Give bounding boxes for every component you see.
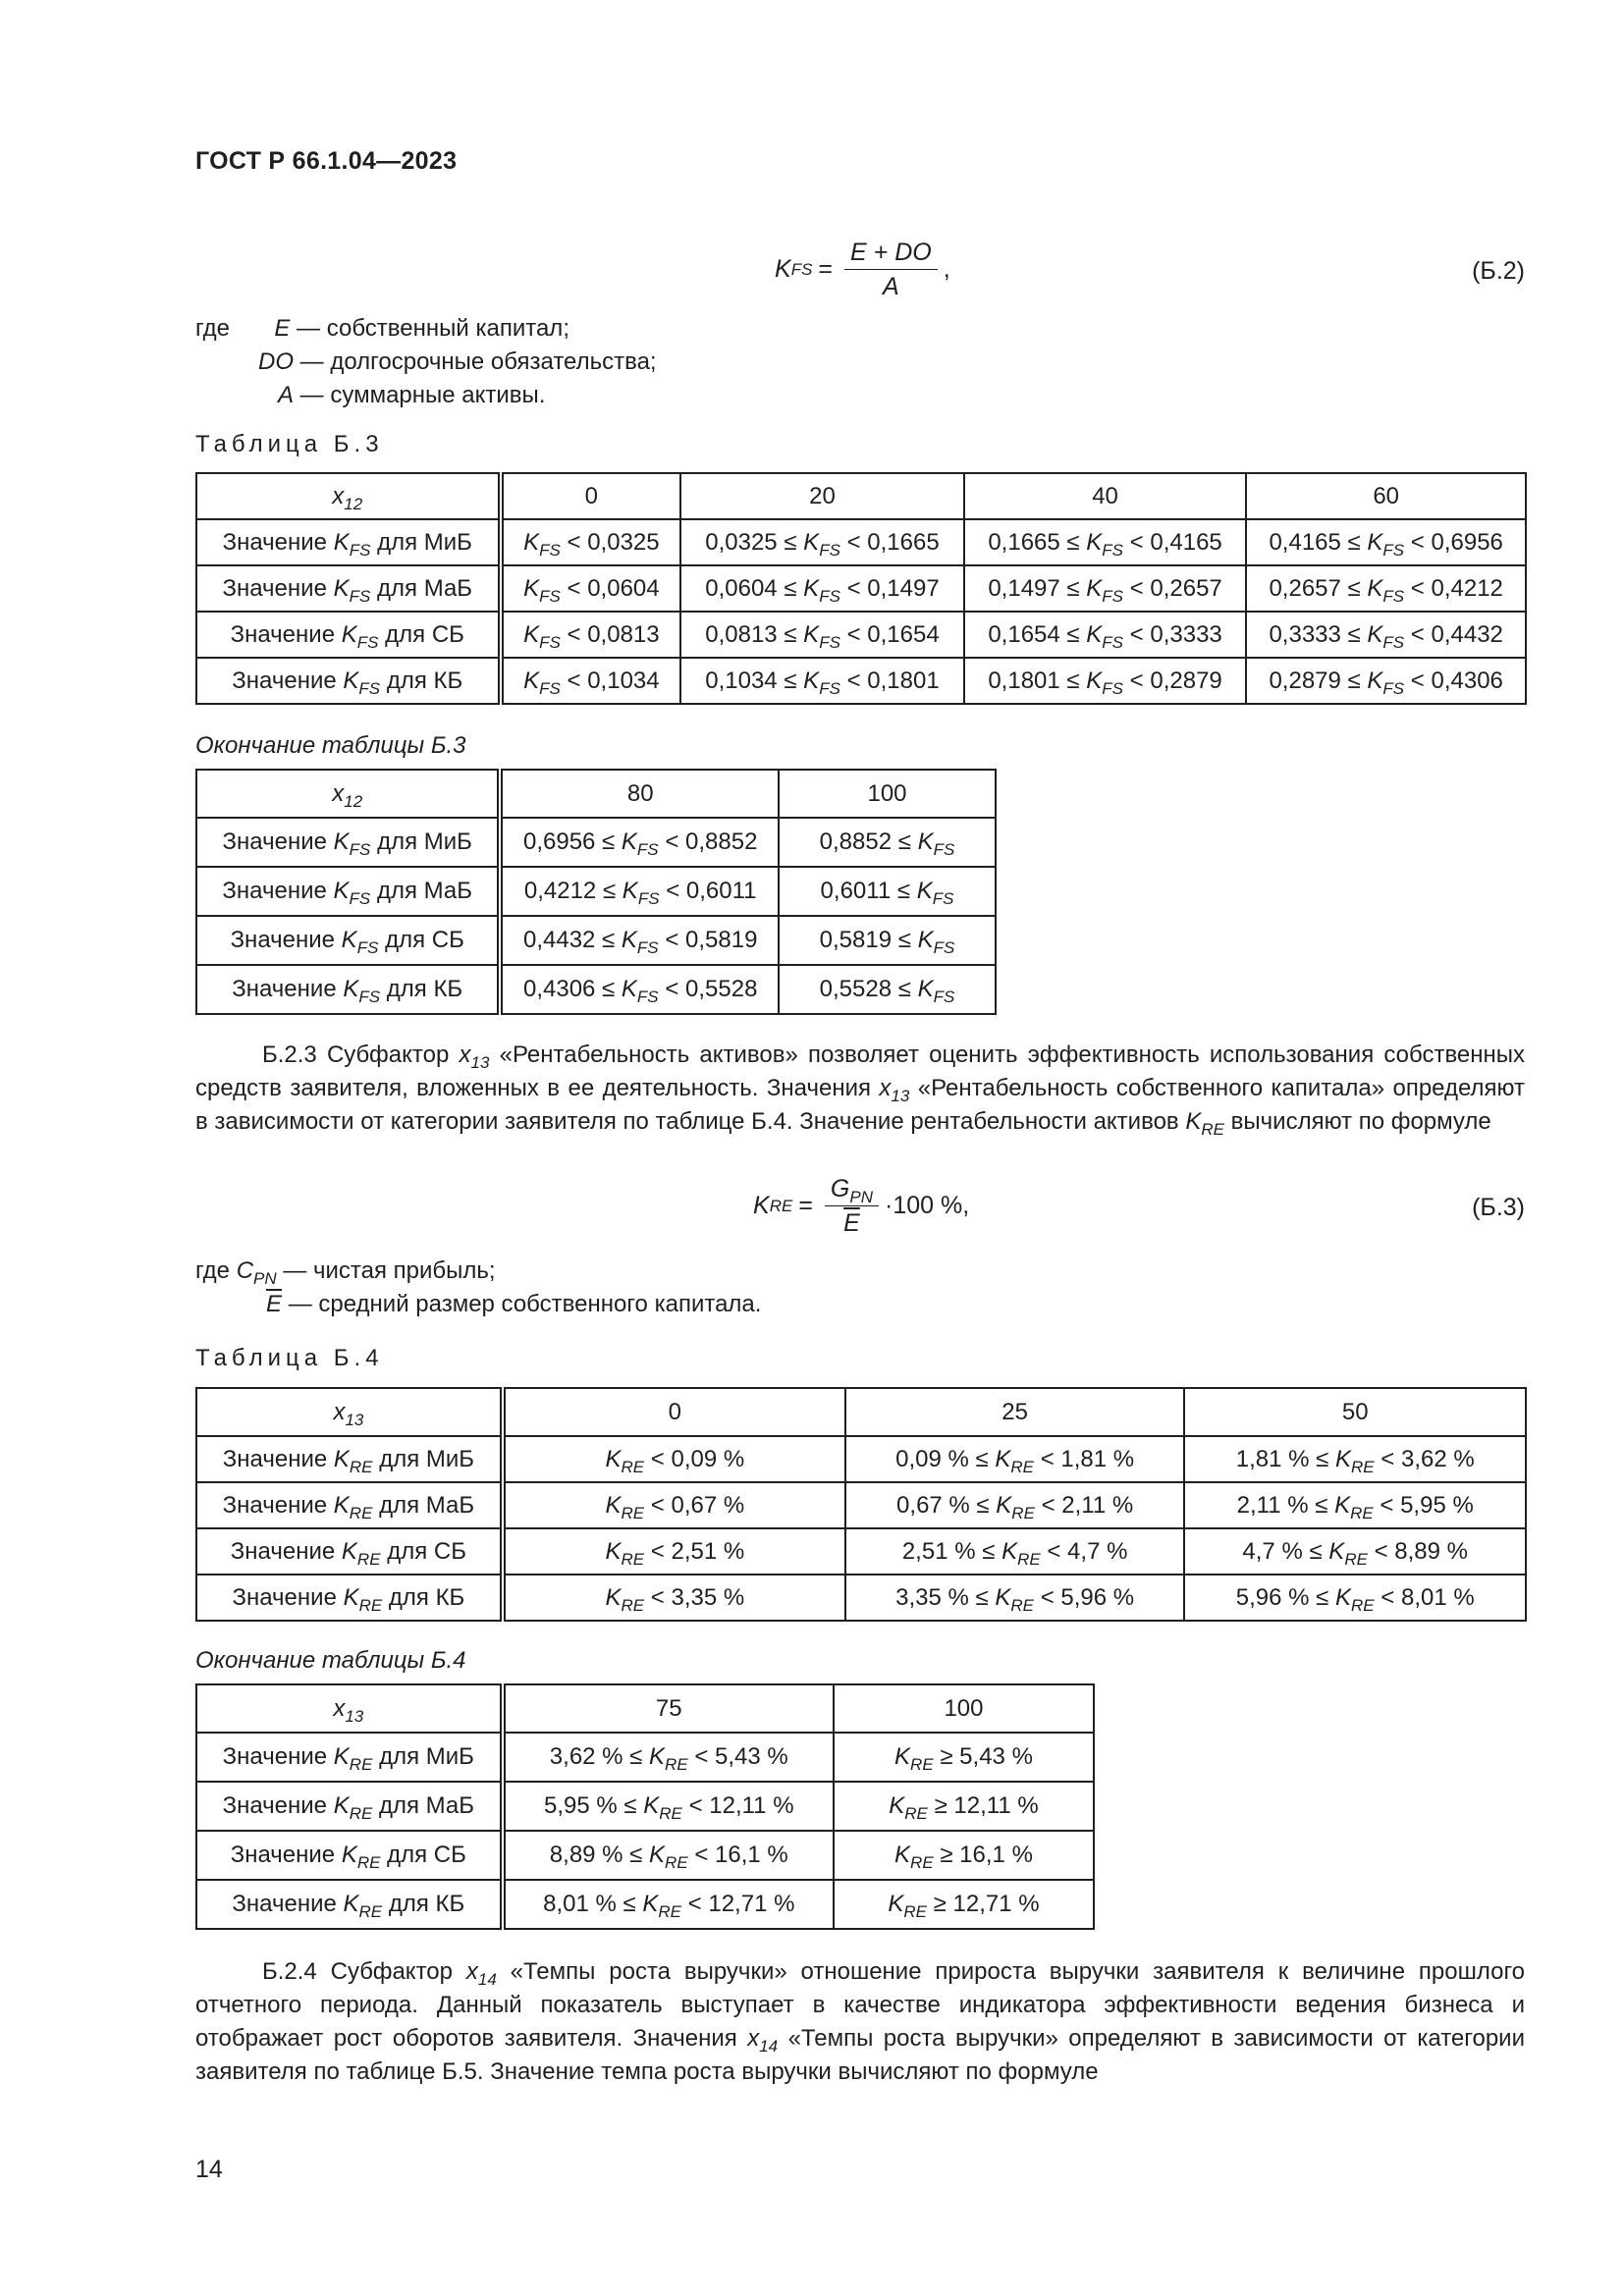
formula-b3 (195, 1174, 1525, 1243)
paragraph-b23-part-3: «Рентабельность собственного капитала» определяют в зависимости от категории заявителя по таблице Б.4. Значение рентабельности активов (195, 1075, 1526, 1135)
table-cell: 8,89 % ≤ $K_{RE} < 16,1$ % (503, 1831, 834, 1880)
where-b2-sym-1: E (274, 315, 291, 342)
paragraph-b23-var-sub-2: 13 (891, 1087, 910, 1105)
formula-b2 (195, 238, 1525, 306)
where-b2 (195, 312, 657, 412)
table-b4-cont-var-header: $x_{13}$ (196, 1684, 503, 1733)
formula-b2-trail: , (943, 255, 950, 283)
table-cell: 0,67 % ≤ $K_{RE} < 2,11$ % (845, 1482, 1185, 1528)
formula-b2-lhs: K (775, 255, 791, 283)
where-b2-sym-2: DO (258, 348, 294, 375)
table-b3-continuation (195, 769, 997, 1015)
table-b4 (195, 1387, 1527, 1622)
row-header: Значение $K_{RE}$ для МаБ (196, 1482, 503, 1528)
row-header: Значение $K_{FS}$ для МиБ (196, 818, 500, 867)
paragraph-b24-part-3: «Темпы роста выручки» определяют в зависимости от категории заявителя по таблице Б.5. Значение темпа роста выручки вычисляют по формуле (195, 2025, 1525, 2085)
paragraph-b24-part-2: «Темпы роста выручки» отношение прироста выручки заявителя к величине прошлого отчетного периода. Данный показатель выступает в качестве индикатора эффективности ведения бизнеса и отображает рост оборотов заявителя. Значения (195, 1958, 1526, 2052)
paragraph-b24-part-1: Б.2.4 Субфактор (262, 1958, 453, 1985)
where-b3 (195, 1255, 761, 1321)
table-row (196, 1831, 1094, 1880)
where-b2-line-2 (195, 346, 657, 379)
row-header: Значение $K_{FS}$ для МиБ (196, 519, 501, 565)
page-number: 14 (195, 2156, 223, 2183)
table-cell: $K_{RE} \ge 12,71$ % (834, 1880, 1094, 1929)
formula-b2-eq: = (818, 255, 834, 283)
table-cell: $K_{FS} < 0,0604$ (501, 565, 681, 612)
where-b2-line-3 (195, 379, 657, 412)
table-row (196, 1528, 1526, 1575)
table-cell: $K_{RE} < 0,09$ % (503, 1436, 845, 1482)
table-cell: $K_{RE} \ge 16,1$ % (834, 1831, 1094, 1880)
paragraph-b24-var-sub-2: 14 (759, 2037, 779, 2056)
formula-b3-tail: ·100 %, (885, 1192, 970, 1219)
table-cell: $0,1654 \le K_{FS} < 0,3333$ (964, 612, 1247, 658)
table-row (196, 519, 1526, 565)
formula-b3-eq: = (798, 1192, 813, 1219)
table-row (196, 1436, 1526, 1482)
paragraph-b24 (195, 1955, 1525, 2089)
table-row (196, 612, 1526, 658)
paragraph-b23-part-4: вычисляют по формуле (1230, 1108, 1491, 1135)
table-cell: $K_{RE} \ge 12,11$ % (834, 1782, 1094, 1831)
row-header: Значение $K_{FS}$ для СБ (196, 612, 501, 658)
table-b3-var-header: $x_{12}$ (196, 473, 501, 519)
table-row (196, 1575, 1526, 1621)
paragraph-b24-var-2: x (747, 2025, 760, 2052)
table-row (196, 818, 996, 867)
table-cell: $0,4165 \le K_{FS} < 0,6956$ (1246, 519, 1526, 565)
table-cell: $0,0325 \le K_{FS} < 0,1665$ (680, 519, 964, 565)
formula-b3-denominator: E (843, 1209, 860, 1237)
formula-b3-numerator: $G_{PN}$ (825, 1174, 879, 1206)
table-row (196, 1482, 1526, 1528)
table-b4-col-header: 25 (845, 1388, 1185, 1436)
paragraph-b23-part-2: «Рентабельность активов» позволяет оценить эффективность использования собственных средств заявителя, вложенных в ее деятельность. Значения (195, 1041, 1526, 1101)
table-b4-col-header: 50 (1184, 1388, 1526, 1436)
row-header: Значение $K_{RE}$ для КБ (196, 1880, 503, 1929)
paragraph-b23-part-1: Б.2.3 Субфактор (262, 1041, 450, 1068)
paragraph-b23 (195, 1039, 1525, 1139)
row-header: Значение $K_{RE}$ для СБ (196, 1528, 503, 1575)
where-b3-sym-2: $\overline{E}$ (266, 1291, 283, 1317)
row-header: Значение $K_{RE}$ для МиБ (196, 1436, 503, 1482)
table-cell: $0,5819 \le K_{FS}$ (779, 916, 996, 965)
table-cell: $0,3333 \le K_{FS} < 0,4432$ (1246, 612, 1526, 658)
row-header: Значение $K_{RE}$ для МаБ (196, 1782, 503, 1831)
paragraph-b24-var: x (465, 1958, 478, 1985)
table-cell: $0,0604 \le K_{FS} < 0,1497$ (680, 565, 964, 612)
table-b4-cont-col-header: 100 (834, 1684, 1094, 1733)
table-cell: 0,09 % ≤ $K_{RE} < 1,81$ % (845, 1436, 1185, 1482)
table-cell: $K_{FS} < 0,0813$ (501, 612, 681, 658)
paragraph-b23-k-sub: RE (1201, 1120, 1224, 1139)
table-cell: $0,6011 \le K_{FS}$ (779, 867, 996, 916)
where-b3-text-1: — чистая прибыль; (283, 1257, 496, 1284)
table-cell: $0,8852 \le K_{FS}$ (779, 818, 996, 867)
paragraph-b23-var-sub: 13 (470, 1053, 490, 1072)
document-header: ГОСТ Р 66.1.04—2023 (195, 147, 458, 175)
formula-b3-number: (Б.3) (1472, 1194, 1525, 1221)
table-row (196, 1782, 1094, 1831)
table-b4-cont-col-header: 75 (503, 1684, 834, 1733)
table-b3-col-header: 0 (501, 473, 681, 519)
table-cell: $0,4306 \le K_{FS} < 0,5528$ (500, 965, 779, 1014)
table-b4-cont-header-row (196, 1684, 1094, 1733)
where-b3-sym-1: C (236, 1257, 254, 1284)
where-b2-text-2: — долгосрочные обязательства; (299, 348, 657, 375)
paragraph-b23-k: K (1185, 1108, 1202, 1135)
row-header: Значение $K_{FS}$ для МаБ (196, 867, 500, 916)
table-b3-header-row (196, 473, 1526, 519)
row-header: Значение $K_{RE}$ для КБ (196, 1575, 503, 1621)
table-cell: $K_{FS} < 0,1034$ (501, 658, 681, 704)
table-row (196, 1880, 1094, 1929)
table-cell: $0,5528 \le K_{FS}$ (779, 965, 996, 1014)
table-cell: 2,11 % ≤ $K_{RE} < 5,95$ % (1184, 1482, 1526, 1528)
table-cell: $0,4212 \le K_{FS} < 0,6011$ (500, 867, 779, 916)
table-b4-cont-caption: Окончание таблицы Б.4 (195, 1647, 466, 1674)
formula-b3-fraction (825, 1174, 879, 1238)
table-b3-col-header: 60 (1246, 473, 1526, 519)
table-cell: $0,0813 \le K_{FS} < 0,1654$ (680, 612, 964, 658)
formula-b2-number: (Б.2) (1472, 257, 1525, 285)
where-b3-sub-1: PN (253, 1269, 277, 1288)
table-cell: $0,1497 \le K_{FS} < 0,2657$ (964, 565, 1247, 612)
table-cell: 1,81 % ≤ $K_{RE} < 3,62$ % (1184, 1436, 1526, 1482)
where-b3-prefix: где (195, 1257, 231, 1284)
table-cell: 5,95 % ≤ $K_{RE} < 12,11$ % (503, 1782, 834, 1831)
row-header: Значение $K_{FS}$ для КБ (196, 658, 501, 704)
table-b3-cont-header-row (196, 770, 996, 818)
table-cell: 5,96 % ≤ $K_{RE} < 8,01$ % (1184, 1575, 1526, 1621)
table-cell: 4,7 % ≤ $K_{RE} < 8,89$ % (1184, 1528, 1526, 1575)
row-header: Значение $K_{RE}$ для МиБ (196, 1733, 503, 1782)
table-b3-col-header: 20 (680, 473, 964, 519)
table-row (196, 867, 996, 916)
table-b3-cont-caption: Окончание таблицы Б.3 (195, 732, 466, 759)
table-row (196, 565, 1526, 612)
table-row (196, 916, 996, 965)
row-header: Значение $K_{FS}$ для СБ (196, 916, 500, 965)
table-cell: $K_{FS} < 0,0325$ (501, 519, 681, 565)
table-cell: $0,4432 \le K_{FS} < 0,5819$ (500, 916, 779, 965)
formula-b3-expression: K RE = $\frac{G_{PN}}{E}$ ·100 %, (753, 1175, 970, 1237)
table-b3-caption: Таблица Б.3 (195, 431, 384, 457)
table-cell: $0,2657 \le K_{FS} < 0,4212$ (1246, 565, 1526, 612)
row-header: Значение $K_{FS}$ для МаБ (196, 565, 501, 612)
paragraph-b24-var-sub: 14 (477, 1970, 497, 1989)
table-cell: $0,1665 \le K_{FS} < 0,4165$ (964, 519, 1247, 565)
row-header: Значение $K_{FS}$ для КБ (196, 965, 500, 1014)
where-b3-line-2 (195, 1288, 761, 1321)
table-cell: $K_{RE} < 0,67$ % (503, 1482, 845, 1528)
row-header: Значение $K_{RE}$ для СБ (196, 1831, 503, 1880)
where-b3-text-2: — средний размер собственного капитала. (288, 1291, 762, 1317)
where-b2-line-1 (195, 312, 657, 346)
formula-b2-fraction (844, 238, 938, 301)
table-cell: $0,2879 \le K_{FS} < 0,4306$ (1246, 658, 1526, 704)
paragraph-b23-var: x (459, 1041, 471, 1068)
formula-b3-lhs: K (753, 1192, 770, 1219)
table-b4-caption: Таблица Б.4 (195, 1345, 384, 1371)
table-b3-cont-col-header: 80 (500, 770, 779, 818)
where-b2-text-3: — суммарные активы. (299, 382, 546, 408)
table-cell: $0,1034 \le K_{FS} < 0,1801$ (680, 658, 964, 704)
formula-b2-expression: K FS = $\frac{E + DO}{A}$ , (775, 239, 950, 300)
table-b3 (195, 472, 1527, 705)
table-b4-var-header: $x_{13}$ (196, 1388, 503, 1436)
table-b3-col-header: 40 (964, 473, 1247, 519)
table-cell: 2,51 % ≤ $K_{RE} < 4,7$ % (845, 1528, 1185, 1575)
table-cell: $K_{RE} \ge 5,43$ % (834, 1733, 1094, 1782)
table-cell: $K_{RE} < 3,35$ % (503, 1575, 845, 1621)
table-row (196, 965, 996, 1014)
table-b4-header-row (196, 1388, 1526, 1436)
table-cell: $0,6956 \le K_{FS} < 0,8852$ (500, 818, 779, 867)
table-b3-cont-col-header: 100 (779, 770, 996, 818)
where-b2-sym-3: A (277, 382, 294, 408)
table-b4-continuation (195, 1683, 1095, 1930)
table-cell: 3,35 % ≤ $K_{RE} < 5,96$ % (845, 1575, 1185, 1621)
table-b3-cont-var-header: $x_{12}$ (196, 770, 500, 818)
formula-b2-numerator: E + DO (844, 238, 938, 270)
table-cell: $K_{RE} < 2,51$ % (503, 1528, 845, 1575)
table-cell: 3,62 % ≤ $K_{RE} < 5,43$ % (503, 1733, 834, 1782)
table-cell: 8,01 % ≤ $K_{RE} < 12,71$ % (503, 1880, 834, 1929)
formula-b2-denominator: A (883, 273, 899, 300)
where-b2-text-1: — собственный капитал; (297, 315, 569, 342)
where-b2-prefix: где (195, 315, 231, 342)
paragraph-b23-var-2: x (879, 1075, 892, 1101)
table-row (196, 658, 1526, 704)
where-b3-line-1 (195, 1255, 761, 1288)
table-cell: $0,1801 \le K_{FS} < 0,2879$ (964, 658, 1247, 704)
table-b4-col-header: 0 (503, 1388, 845, 1436)
table-row (196, 1733, 1094, 1782)
